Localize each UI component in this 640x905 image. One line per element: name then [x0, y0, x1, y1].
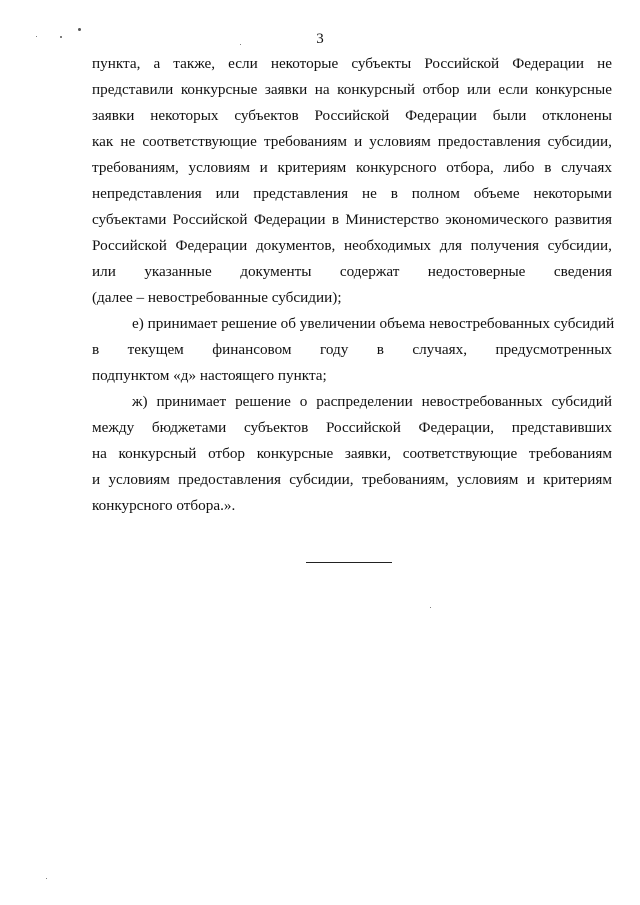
word: (далее – невостребованные субсидии);	[92, 289, 342, 306]
word: либо	[503, 159, 535, 176]
word: не	[361, 185, 377, 202]
word: конкурсного	[356, 159, 437, 176]
word: субъектов	[243, 419, 309, 436]
word: объеме	[473, 185, 520, 202]
text-line	[92, 259, 612, 285]
word: экономического	[445, 211, 549, 228]
word: конкурсные	[180, 81, 258, 98]
word: документов,	[255, 237, 336, 254]
word: непредставления	[92, 185, 202, 202]
word: Российской	[172, 211, 248, 228]
word: соответствующие	[142, 133, 257, 150]
word: в	[544, 159, 552, 176]
word: или	[467, 81, 491, 98]
text-line	[92, 467, 612, 493]
word: субъекты	[351, 55, 412, 72]
text-line	[92, 51, 612, 77]
word: Федерации	[253, 211, 326, 228]
word: не	[597, 55, 612, 72]
word: были	[492, 107, 527, 124]
word: недостоверные	[427, 263, 526, 280]
text-line	[92, 415, 612, 441]
paragraph-e	[92, 311, 615, 389]
word: предусмотренных	[495, 341, 612, 358]
word: также,	[173, 55, 216, 72]
word: подпунктом «д» настоящего пункта;	[92, 367, 327, 384]
word: в	[331, 211, 340, 228]
word: отбора,	[446, 159, 494, 176]
word: невостребованных	[421, 393, 543, 410]
word: предоставления	[437, 133, 541, 150]
word: случаях	[561, 159, 612, 176]
word: отбор	[422, 81, 460, 98]
text-line	[92, 77, 612, 103]
text-line	[92, 363, 612, 389]
word: требованиям,	[92, 159, 179, 176]
word: условиям	[188, 159, 250, 176]
word: Федерации	[175, 237, 248, 254]
word: не	[120, 133, 136, 150]
word: условиям	[369, 133, 431, 150]
word: в	[92, 341, 100, 358]
word: или	[92, 263, 116, 280]
word: для	[439, 237, 462, 254]
text-line	[92, 129, 612, 155]
word: Федерации	[405, 107, 477, 124]
document-body	[92, 51, 615, 519]
word: а	[153, 55, 161, 72]
scan-speck	[78, 28, 81, 31]
word: как	[92, 133, 114, 150]
word: конкурсный	[337, 81, 416, 98]
word: Министерство	[345, 211, 439, 228]
word: представивших	[511, 419, 612, 436]
paragraph-zh	[92, 389, 612, 519]
word: текущем	[127, 341, 184, 358]
word: о	[299, 393, 308, 410]
text-line	[92, 337, 612, 363]
word: и	[354, 133, 363, 150]
word: необходимых	[343, 237, 432, 254]
word: принимает	[156, 393, 227, 410]
scan-speck	[60, 36, 62, 38]
word: документы	[240, 263, 312, 280]
word: е) принимает решение об увеличении объема невостребованных субсидий	[132, 315, 615, 332]
word: развития	[554, 211, 612, 228]
text-line	[92, 181, 612, 207]
word: полном	[411, 185, 460, 202]
scan-speck	[240, 44, 241, 45]
word: Федерации,	[418, 419, 495, 436]
word: получения	[470, 237, 539, 254]
text-line	[92, 441, 612, 467]
word: заявки,	[344, 445, 392, 462]
word: отбор	[208, 445, 246, 462]
word: и	[526, 471, 535, 488]
text-line	[92, 233, 612, 259]
scan-speck	[430, 607, 431, 608]
word: субсидии,	[547, 133, 612, 150]
word: конкурсный	[118, 445, 197, 462]
word: субсидий	[551, 393, 612, 410]
text-line	[92, 285, 612, 311]
word: требованиям	[528, 445, 612, 462]
word: конкурсного отбора.».	[92, 497, 236, 514]
word: критериям	[543, 471, 612, 488]
word: если	[228, 55, 258, 72]
word: субсидии,	[289, 471, 354, 488]
word: требованиям	[263, 133, 347, 150]
text-line	[92, 389, 612, 415]
scan-speck	[36, 36, 37, 37]
word: требованиям,	[361, 471, 449, 488]
word: некоторыми	[533, 185, 612, 202]
word: на	[92, 445, 107, 462]
text-line	[92, 155, 612, 181]
word: и	[92, 471, 101, 488]
word: случаях,	[412, 341, 468, 358]
scan-speck	[46, 878, 47, 879]
end-separator-line	[306, 562, 392, 563]
word: на	[314, 81, 330, 98]
text-line	[92, 207, 612, 233]
word: представления	[253, 185, 349, 202]
word: критериям	[277, 159, 347, 176]
word: в	[390, 185, 398, 202]
word: некоторые	[270, 55, 339, 72]
word: бюджетами	[151, 419, 227, 436]
word: представили	[92, 81, 174, 98]
word: если	[498, 81, 528, 98]
word: в	[376, 341, 384, 358]
word: решение	[235, 393, 291, 410]
word: Федерации	[512, 55, 584, 72]
text-line	[92, 493, 612, 519]
text-line	[92, 103, 612, 129]
word: условиям	[457, 471, 519, 488]
word: некоторых	[150, 107, 219, 124]
page-number: 3	[316, 31, 324, 47]
word: ж)	[132, 393, 148, 410]
word: заявки	[264, 81, 308, 98]
word: или	[215, 185, 240, 202]
word: сведения	[553, 263, 612, 280]
word: Российской	[92, 237, 167, 254]
word: финансовом	[212, 341, 292, 358]
word: соответствующие	[402, 445, 518, 462]
word: Российской	[424, 55, 500, 72]
word: распределении	[316, 393, 413, 410]
word: конкурсные	[256, 445, 334, 462]
word: и	[259, 159, 268, 176]
word: конкурсные	[535, 81, 612, 98]
word: Российской	[314, 107, 390, 124]
word: между	[92, 419, 135, 436]
word: указанные	[144, 263, 212, 280]
word: субсидии,	[547, 237, 612, 254]
word: пункта,	[92, 55, 141, 72]
word: году	[319, 341, 349, 358]
paragraph-continuation	[92, 51, 612, 311]
word: содержат	[339, 263, 400, 280]
word: субъектами	[92, 211, 167, 228]
word: предоставления	[178, 471, 281, 488]
word: заявки	[92, 107, 135, 124]
word: условиям	[108, 471, 170, 488]
word: субъектов	[234, 107, 299, 124]
word: отклонены	[542, 107, 612, 124]
word: Российской	[325, 419, 401, 436]
text-line	[92, 311, 615, 337]
